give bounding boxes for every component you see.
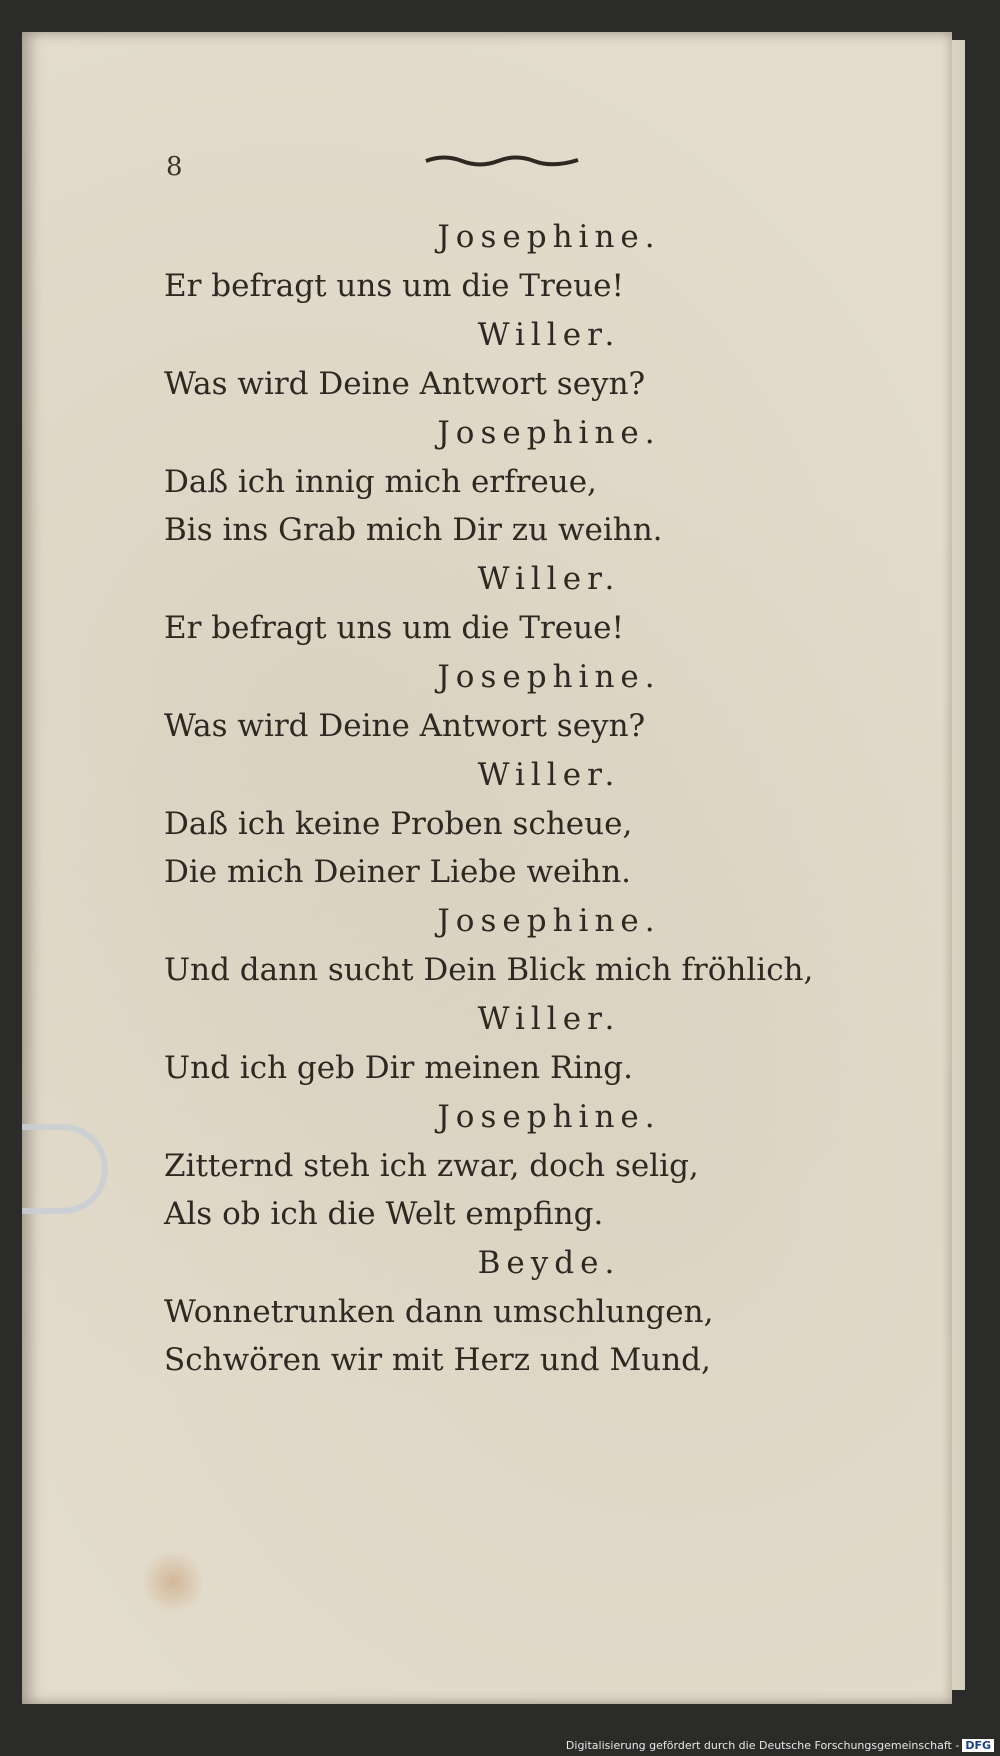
speaker-name: Willer. (477, 757, 621, 793)
speaker-name: Josephine. (437, 219, 661, 255)
dialogue-block (164, 750, 784, 896)
verse-line: Die mich Deiner Liebe weihn. (164, 854, 632, 890)
dialogue-block (164, 994, 784, 1092)
dialogue-block (164, 212, 784, 310)
dialogue (164, 212, 814, 1384)
speaker-name: Willer. (477, 317, 621, 353)
verse-line: Schwören wir mit Herz und Mund, (164, 1342, 711, 1378)
speaker-name: Josephine. (437, 1099, 661, 1135)
speaker-name: Willer. (477, 561, 621, 597)
speaker-name: Josephine. (437, 659, 661, 695)
speaker-name: Willer. (477, 1001, 621, 1037)
page-clip (22, 1124, 108, 1214)
speaker-name: Josephine. (437, 903, 661, 939)
verse-line: Als ob ich die Welt empfing. (164, 1196, 604, 1232)
verse-line: Was wird Deine Antwort seyn? (164, 366, 646, 402)
verse-line: Und ich geb Dir meinen Ring. (164, 1050, 633, 1086)
verse-line: Und dann sucht Dein Blick mich fröhlich, (164, 952, 814, 988)
verse-line: Was wird Deine Antwort seyn? (164, 708, 646, 744)
speaker-name: Beyde. (477, 1245, 621, 1281)
verse-line: Bis ins Grab mich Dir zu weihn. (164, 512, 663, 548)
dialogue-block (164, 1092, 784, 1238)
credit-text: Digitalisierung gefördert durch die Deutsche Forschungsgemeinschaft - (565, 1739, 960, 1752)
dialogue-block (164, 310, 784, 408)
verse-line: Zitternd steh ich zwar, doch selig, (164, 1148, 699, 1184)
verse-line: Er befragt uns um die Treue! (164, 268, 624, 304)
digitization-credit (566, 1739, 994, 1752)
verse-line: Wonnetrunken dann umschlungen, (164, 1294, 714, 1330)
dialogue-block (164, 652, 784, 750)
dialogue-block (164, 896, 814, 994)
header-ornament (424, 152, 580, 170)
verse-line: Daß ich innig mich erfreue, (164, 464, 597, 500)
dialogue-block (164, 554, 784, 652)
dialogue-block (164, 408, 784, 554)
verse-line: Er befragt uns um die Treue! (164, 610, 624, 646)
verse-line: Daß ich keine Proben scheue, (164, 806, 633, 842)
dfg-logo: DFG (962, 1739, 994, 1752)
dialogue-block (164, 1238, 784, 1384)
page-number: 8 (166, 152, 183, 182)
paper-stain (144, 1546, 202, 1618)
speaker-name: Josephine. (437, 415, 661, 451)
